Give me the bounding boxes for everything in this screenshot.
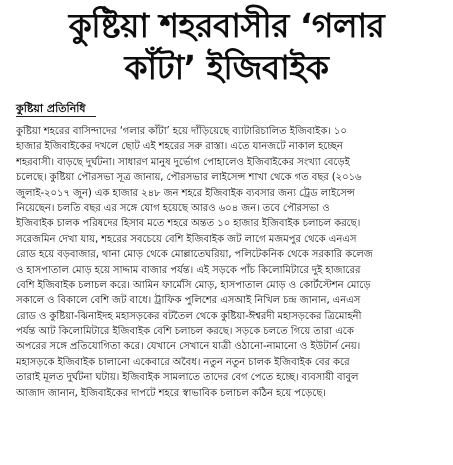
body-line: ইজিবাইক চালক পরিষদের হিসাব মতে শহরে অন্তত ১০ হাজার ইজিবাইক চলাচল করছে। bbox=[16, 218, 361, 230]
headline-line-1: কুষ্টিয়া শহরবাসীর ‘গলার bbox=[68, 6, 385, 45]
body-line: সরেজমিন দেখা যায়, শহরের সবচেয়ে বেশি ইজিবাইক জট লাগে মজমপুর থেকে এনএস bbox=[16, 233, 357, 245]
body-line: তারাই মূলত দুর্ঘটনা ঘটায়। ইজিবাইক সামলাতে তাদের বেগ পেতে হচ্ছে। ব্যবসায়ী বাবুল bbox=[16, 372, 359, 384]
body-line: মহাসড়কে ইজিবাইক চালানো একেবারে অবৈধ। নতুন নতুন চালক ইজিবাইক বের করে bbox=[16, 356, 350, 368]
body-line: জুলাই-২০১৭ জুন) এক হাজার ২৪৮ জন শহরে ইজিবাইক ব্যবসার জন্য ট্রেড লাইসেন্স bbox=[16, 187, 355, 199]
body-line: হাজার ইজিবাইকের দখলে ছোট এই শহরের সরু রাস্তা। এতে যানজটে নাকাল হচ্ছেন bbox=[16, 141, 343, 153]
body-line: শহরবাসী। বাড়ছে দুর্ঘটনা। সাধারণ মানুষ দুর্ভোগ পোহালেও ইজিবাইকের সংখ্যা বেড়েই bbox=[16, 156, 350, 168]
body-line: কুষ্টিয়া শহরের বাসিন্দাদের ‘গলার কাঁটা’ হয়ে দাঁড়িয়েছে ব্যাটারিচালিত ইজিবাইক। ১০ bbox=[16, 126, 347, 137]
body-line: ও হাসপাতাল মোড় হয়ে সাদ্দাম বাজার পর্যন্ত। এই সড়কে পাঁচ কিলোমিটারে দুই হাজারের bbox=[16, 264, 361, 276]
article-body bbox=[16, 124, 446, 401]
body-line: অপরের সঙ্গে প্রতিযোগিতা করে। যেখানে সেখানে যাত্রী ওঠানো-নামানো ও ইউটার্ন নেয়। bbox=[16, 341, 361, 353]
body-line: রোড ও কুষ্টিয়া-ঝিনাইদহ মহাসড়কের বটতৈল থেকে কুষ্টিয়া-ঈশ্বরদী মহাসড়কের ত্রিমোহনী bbox=[16, 310, 362, 322]
body-line: চলেছে। কুষ্টিয়া পৌরসভা সূত্র জানায়, পৌরসভার লাইসেন্স শাখা থেকে গত বছর (২০১৬ bbox=[16, 172, 362, 184]
body-line: বেশি ইজিবাইক চলাচল করে। আমিন ফার্মেসি মোড়, হাসপাতাল মোড় ও কোর্টস্টেশন মোড়ে bbox=[16, 279, 371, 291]
body-line: আজাদ জানান, ইজিবাইকের দাপটে শহরে স্বাভাবিক চলাচল কঠিন হয়ে পড়েছে। bbox=[16, 387, 326, 399]
body-line: নিয়েছেন। চলতি বছর এর সঙ্গে যোগ হয়েছে আরও ৬০৪ জন। তবে পৌরসভা ও bbox=[16, 202, 330, 214]
headline-line-2: কাঁটা’ ইজিবাইক bbox=[124, 48, 329, 87]
byline-underline bbox=[16, 116, 96, 117]
body-line: সকালে ও বিকালে বেশি জট বাধে। ট্রাফিক পুলিশের এসআই নিখিল চন্দ্র জানান, এনএস bbox=[16, 295, 361, 307]
byline: কুষ্টিয়া প্রতিনিধি bbox=[16, 102, 86, 115]
body-line: পর্যন্ত আট কিলোমিটারে ইজিবাইক বেশি চলাচল করছে। সড়কে চলতে গিয়ে তারা একে bbox=[16, 326, 354, 338]
body-line: রোড হয়ে বড়বাজার, থানা মোড় থেকে মোল্লাতেঘরিয়া, পলিটেকনিক থেকে সরকারি কলেজ bbox=[16, 249, 373, 261]
